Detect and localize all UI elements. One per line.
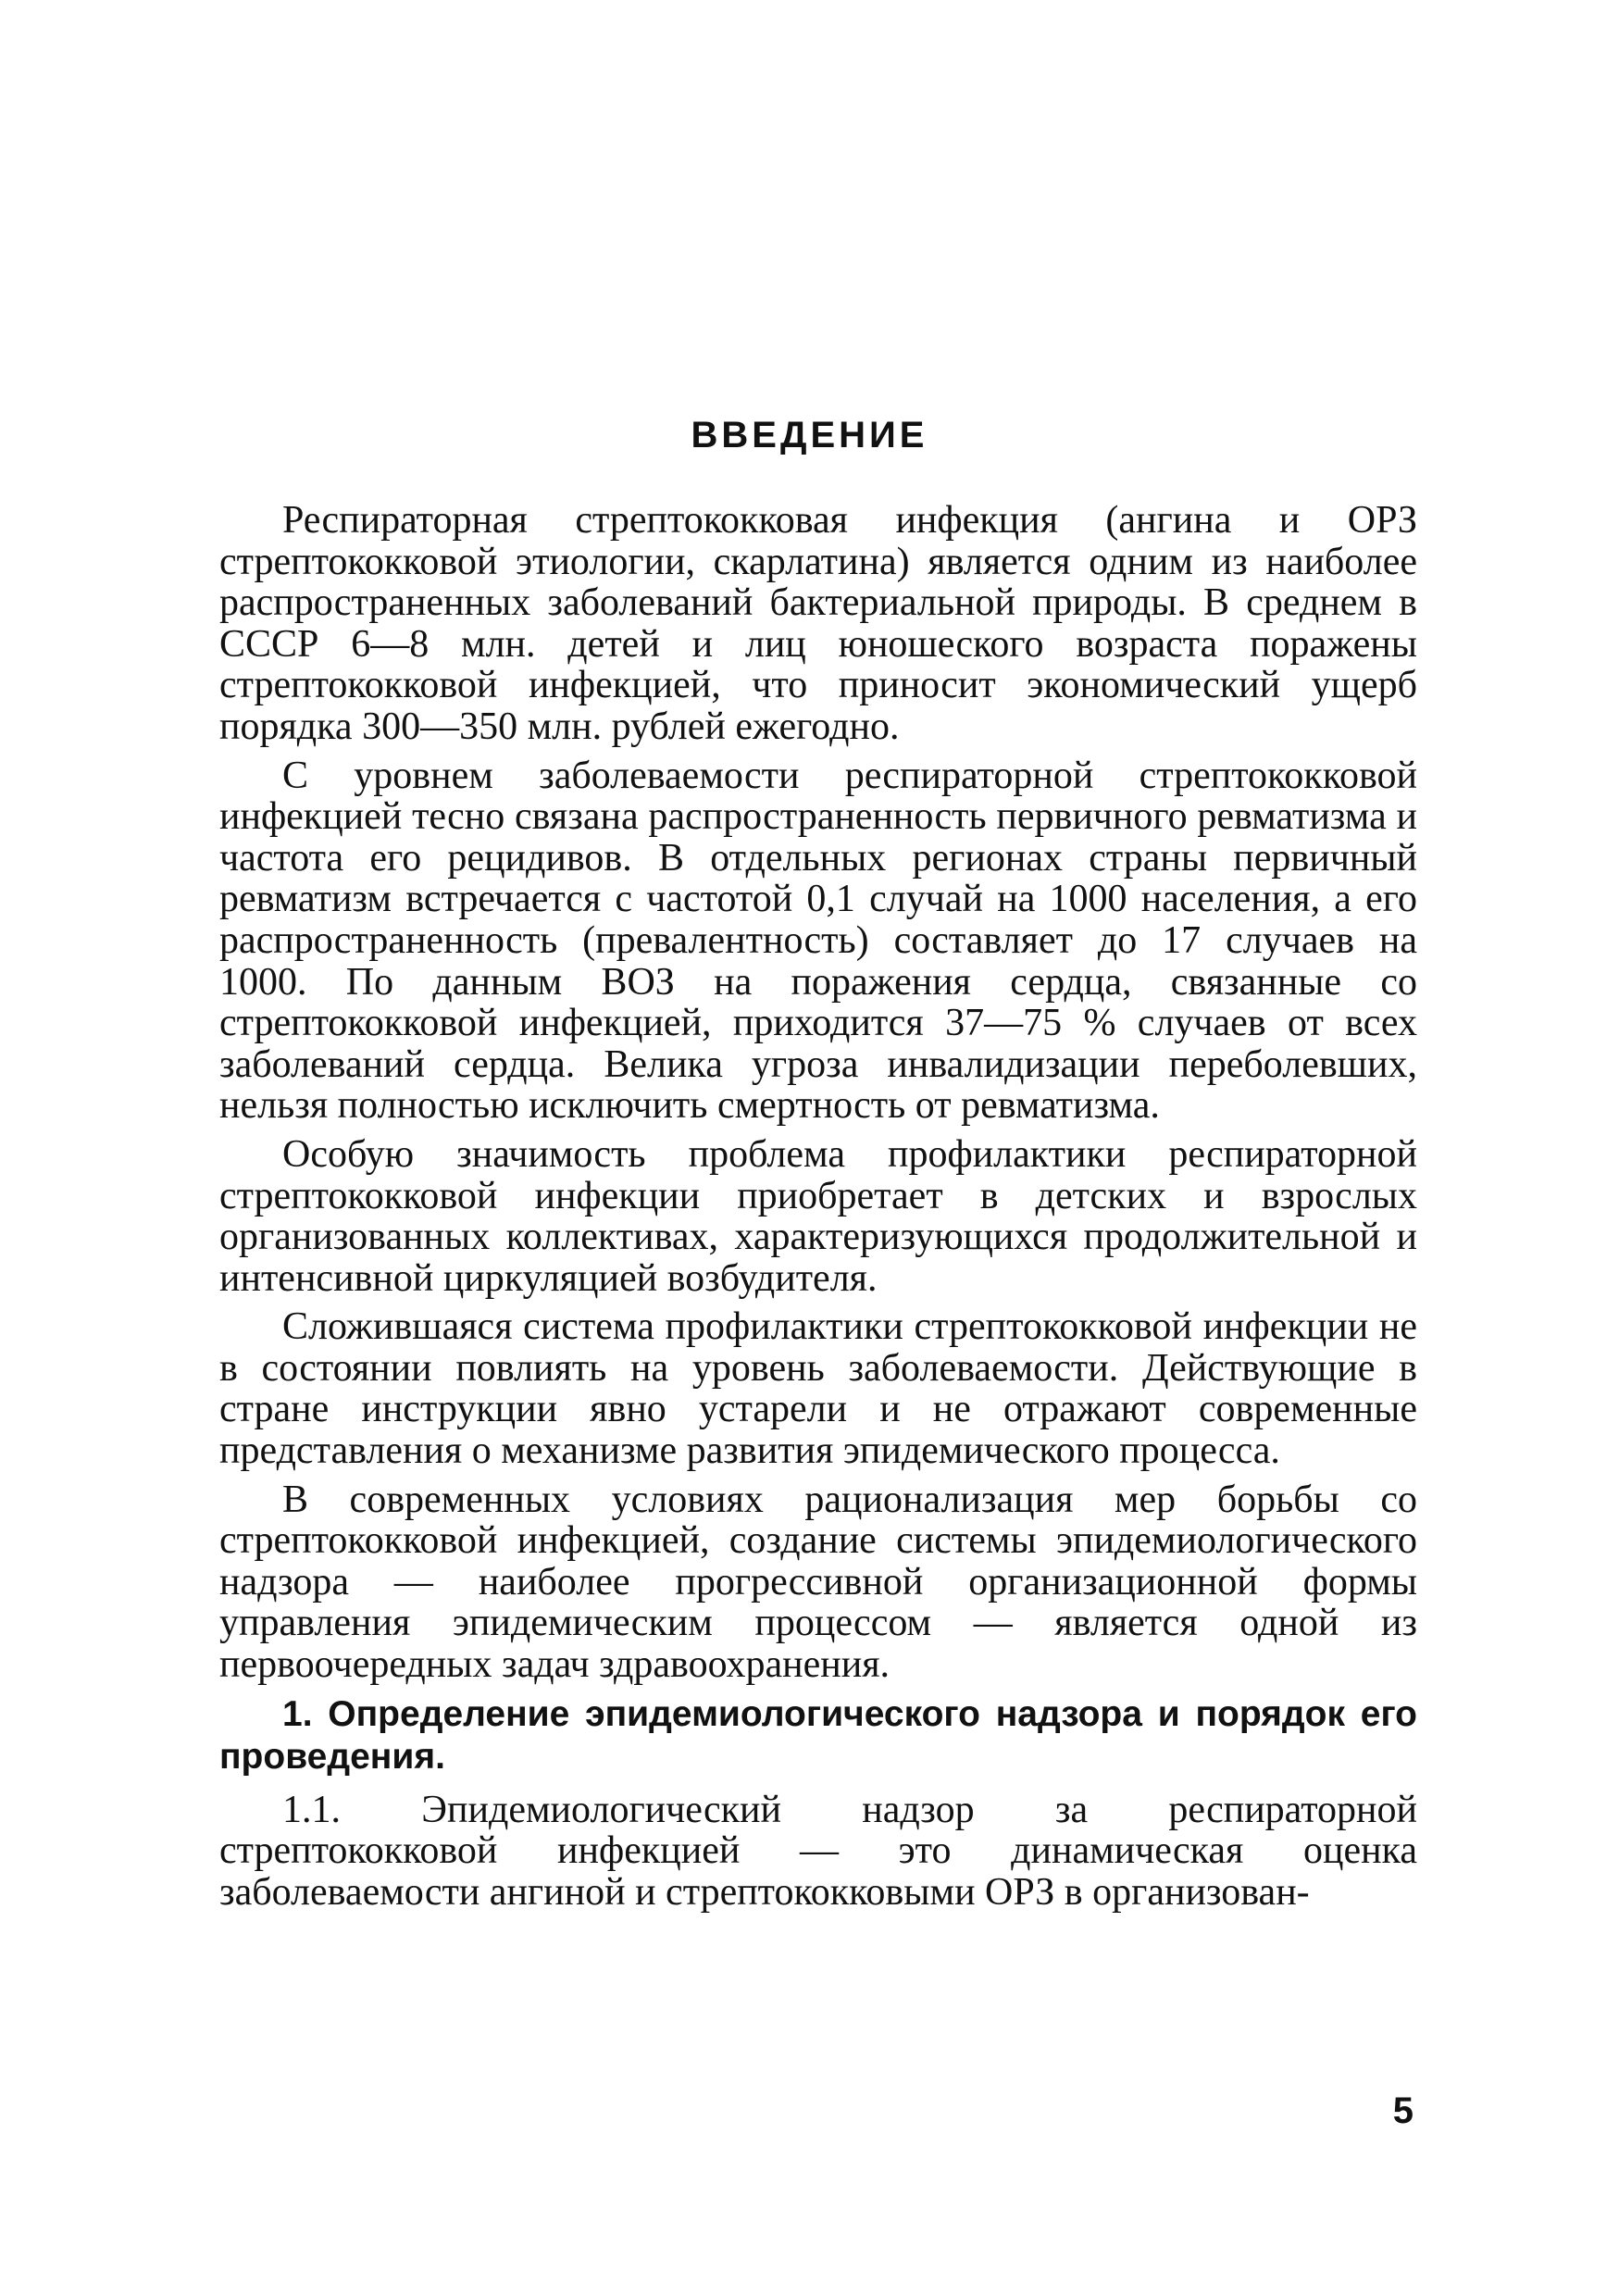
paragraph-prophylaxis: Особую значимость проблема профилактики респираторной стрептококковой инфекции приобретает в детских и взрослых организованных коллективах, характеризующихся продолжительной и интенсивной циркуляцией возбудителя. bbox=[219, 1132, 1417, 1300]
paragraph-intro: Респираторная стрептококковая инфекция (ангина и ОРЗ стрептококковой этиологии, скарлатина) является одним из наиболее распространенных заболеваний бактериальной природы. В среднем в СССР 6—8 млн. детей и лиц юношеского возраста поражены стрептококковой инфекцией, что приносит экономический ущерб порядка 300—350 млн. рублей ежегодно. bbox=[219, 499, 1417, 748]
section-heading: 1. Определение эпидемиологического надзора и порядок его проведения. bbox=[219, 1693, 1417, 1777]
body-text bbox=[219, 500, 1417, 1920]
paragraph-modern-conditions: В современных условиях рационализация мер борьбы со стрептококковой инфекцией, создание системы эпидемиологического надзора — наиболее прогрессивной организационной формы управления эпидемическим процессом — является одной из первоочередных задач здравоохранения. bbox=[219, 1478, 1417, 1687]
paragraph-current-system: Сложившаяся система профилактики стрептококковой инфекции не в состоянии повлиять на уровень заболеваемости. Действующие в стране инструкции явно устарели и не отражают современные представления о механизме развития эпидемического процесса. bbox=[219, 1305, 1417, 1473]
paragraph-section-1-1: 1.1. Эпидемиологический надзор за респираторной стрептококковой инфекцией — это динамическая оценка заболеваемости ангиной и стрептококковыми ОРЗ в организован- bbox=[219, 1788, 1417, 1914]
page-title: ВВЕДЕНИЕ bbox=[691, 415, 928, 455]
paragraph-rheumatism: С уровнем заболеваемости респираторной стрептококковой инфекцией тесно связана распространенность первичного ревматизма и частота его рецидивов. В отдельных регионах страны первичный ревматизм встречается с частотой 0,1 случай на 1000 населения, а его распространенность (превалентность) составляет до 17 случаев на 1000. По данным ВОЗ на поражения сердца, связанные со стрептококковой инфекцией, приходится 37—75 % случаев от всех заболеваний сердца. Велика угроза инвалидизации переболевших, нельзя полностью исключить смертность от ревматизма. bbox=[219, 754, 1417, 1128]
page-number: 5 bbox=[1392, 2090, 1414, 2131]
